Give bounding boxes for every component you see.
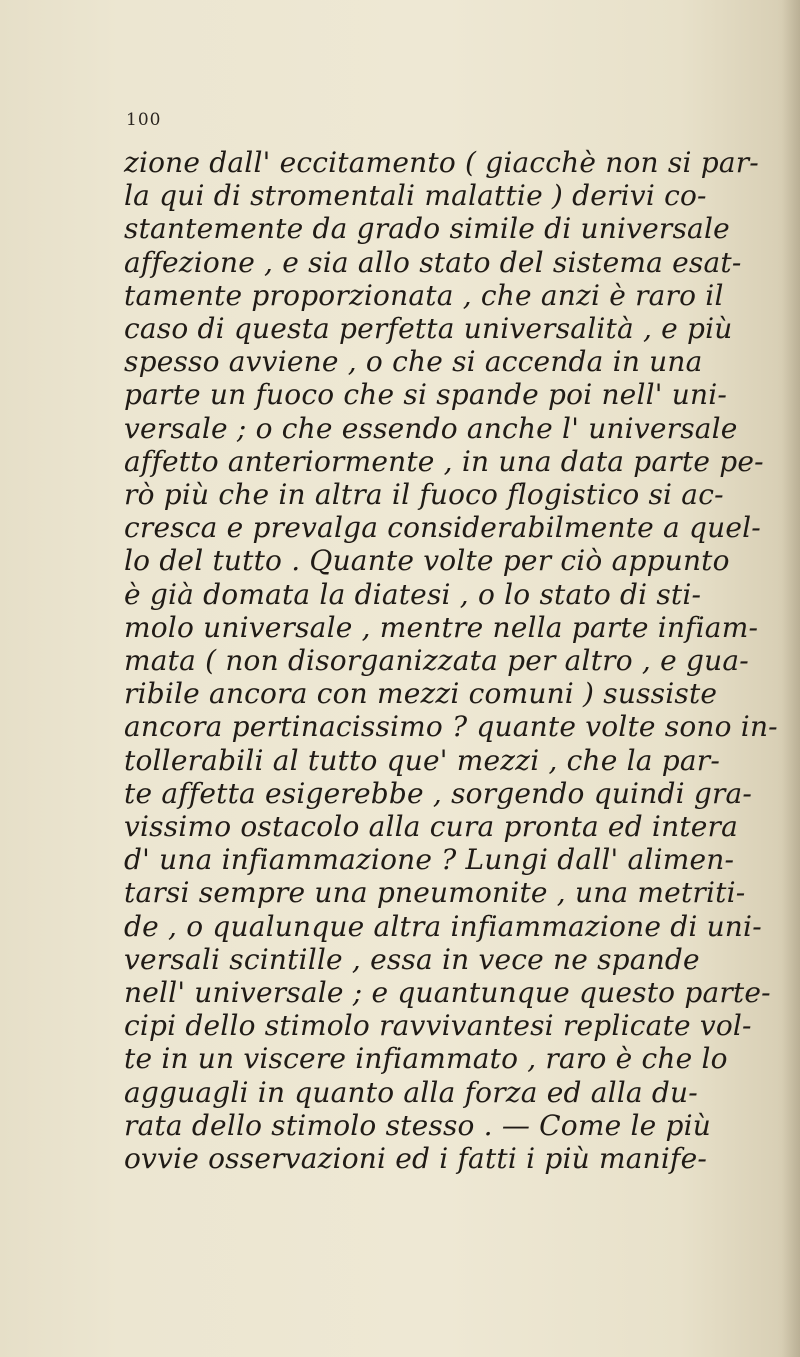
text-line: zione dall' eccitamento ( giacchè non si par-	[124, 146, 759, 179]
text-line: molo universale , mentre nella parte infiam-	[124, 610, 759, 644]
text-line: rò più che in altra il fuoco flogistico si ac-	[124, 478, 724, 512]
text-line: versali scintille , essa in vece ne spande	[124, 942, 700, 976]
page-number: 100	[126, 110, 162, 130]
text-line: vissimo ostacolo alla cura pronta ed intera	[124, 810, 739, 844]
text-line: tollerabili al tutto que' mezzi , che la par-	[124, 743, 721, 777]
text-line: mata ( non disorganizzata per altro , e gua-	[124, 644, 749, 678]
text-line: te affetta esigerebbe , sorgendo quindi gra-	[124, 776, 753, 810]
text-line: cipi dello stimolo ravvivantesi replicate vol-	[124, 1009, 752, 1043]
text-line: spesso avviene , o che si accenda in una	[124, 345, 703, 379]
text-line: ribile ancora con mezzi comuni ) sussiste	[124, 677, 718, 711]
text-line: la qui di stromentali malattie ) derivi co-	[124, 179, 707, 213]
text-line: tarsi sempre una pneumonite , una metriti-	[124, 876, 746, 910]
text-line: ovvie osservazioni ed i fatti i più manife-	[124, 1142, 707, 1176]
text-line: affezione , e sia allo stato del sistema esat-	[124, 245, 742, 279]
text-line: stantemente da grado simile di universale	[124, 212, 730, 246]
text-line: nell' universale ; e quantunque questo parte-	[124, 976, 771, 1010]
text-line: de , o qualunque altra infiammazione di uni-	[124, 909, 762, 943]
text-line: cresca e prevalga considerabilmente a quel-	[124, 511, 761, 545]
text-line: versale ; o che essendo anche l' universale	[124, 411, 738, 445]
text-line: è già domata la diatesi , o lo stato di sti-	[124, 577, 702, 611]
body-text	[124, 146, 796, 1175]
text-line: affetto anteriormente , in una data parte pe-	[124, 444, 764, 478]
text-line: rata dello stimolo stesso . — Come le più	[124, 1108, 712, 1142]
text-line: parte un fuoco che si spande poi nell' uni-	[124, 378, 728, 412]
text-line: ancora pertinacissimo ? quante volte sono in-	[124, 710, 778, 744]
text-line: agguagli in quanto alla forza ed alla du-	[124, 1075, 698, 1109]
text-line: d' una infiammazione ? Lungi dall' alimen-	[124, 843, 735, 877]
text-line: tamente proporzionata , che anzi è raro il	[124, 278, 724, 312]
text-line: lo del tutto . Quante volte per ciò appunto	[124, 544, 730, 578]
text-line: te in un viscere infiammato , raro è che lo	[124, 1042, 728, 1076]
text-line: caso di questa perfetta universalità , e più	[124, 312, 733, 346]
